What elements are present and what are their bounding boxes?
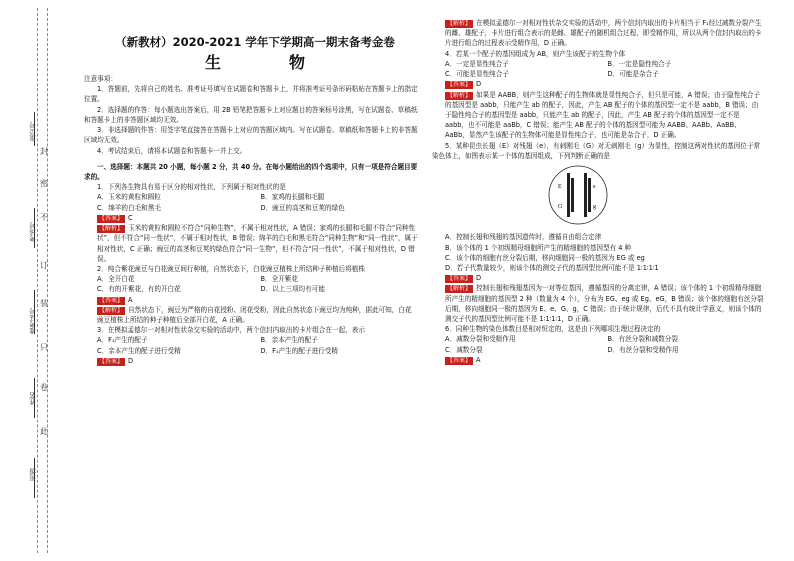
left-column	[84, 74, 418, 366]
binding-char: 卷	[40, 383, 48, 392]
cell-outline	[549, 166, 607, 224]
right-column	[432, 18, 764, 365]
explanation-text: 自然状态下，豌豆为严格的自花授粉、闭花受粉，因此自然状态下豌豆均为纯种，据此可知，白花豌豆植株上所结的种子种植后全部开白花，A 正确。	[97, 305, 412, 325]
binding-char: 封	[40, 147, 48, 156]
option[interactable]: B．一定是隐性纯合子	[607, 59, 672, 68]
answer-value: A	[476, 355, 481, 364]
chromosome-figure	[547, 164, 609, 226]
binding-blank	[34, 458, 35, 498]
question-stem: 5．某种昆虫长翅（E）对残翅（e），有刺刚毛（G）对无刺刚毛（g）为显性，控制这两对性状的基因位于常染色体上，如图表示某一个体的基因组成，下列判断正确的是	[432, 141, 761, 160]
binding-dashed-line	[47, 8, 48, 553]
option[interactable]: B．该个体的 1 个初级精母细胞所产生的精细胞的基因型有 4 种	[445, 243, 632, 252]
chromosome	[584, 173, 587, 217]
binding-char: 订	[40, 261, 48, 270]
option[interactable]: C．减数分裂	[445, 345, 483, 354]
option[interactable]: A．全开白花	[97, 275, 135, 284]
question-stem: 2．纯合紫花豌豆与白花豌豆间行种植，自然状态下，白花豌豆植株上所结种子种植后将植株	[97, 264, 365, 273]
binding-dashed-line	[37, 8, 38, 553]
option[interactable]: B．家鸡的长腿和毛腿	[260, 193, 325, 202]
explanation-text: 玉米的黄粒和圆粒不符合“同种生物”，不属于相对性状，A 错误；家鸡的长腿和毛腿不符合“同种性状”，但不符合“同一性状”，不属于相对性状，B 错误；绵羊的白毛和黑毛符合“同种生物”和“同一性状”，属于相对性状，C 正确；豌豆的高茎和豆荚的绿色符合“同一生物”，但不符合“同一性状”，不属于相对性状，D 错误。	[97, 224, 418, 263]
option[interactable]: A．F₁产生的配子	[97, 336, 148, 345]
binding-char: 不	[40, 213, 48, 222]
question-stem: 6．同种生物的染色体数目是相对恒定的，这是由下列哪项生理过程决定的	[445, 325, 661, 334]
notice-item: 3．非选择题的作答：用签字笔直接答在答题卡上对应的答题区域内。写在试题卷、草稿纸和答题卡上的非答题区域均无效。	[84, 126, 418, 145]
binding-strip	[0, 0, 60, 561]
option[interactable]: B．亲本产生的配子	[260, 336, 318, 345]
notice-heading: 注意事项：	[84, 75, 117, 83]
binding-blank	[34, 290, 35, 334]
gene-label: E	[558, 184, 562, 191]
answer-value: C	[128, 213, 133, 222]
explanation-text: 在模拟孟德尔一对相对性状杂交实验的活动中，两个信封内取出的卡片相当于 F₁经过减数分裂产生的雌、雄配子，卡片进行组合表示的是雌、雄配子的随机组合过程，即受精作用，所以从两个信封内取出的卡片进行组合的过程表示受精作用，D 正确。	[445, 19, 762, 48]
option[interactable]: C．有的开紫花，有的开白花	[97, 285, 181, 294]
option[interactable]: D．有丝分裂和受精作用	[607, 345, 679, 354]
gene-label: G	[558, 204, 563, 211]
answer-tag: 【答案】	[99, 357, 124, 365]
answer-value: D	[476, 274, 482, 283]
option[interactable]: C．可能是显性纯合子	[445, 70, 509, 79]
binding-blank	[34, 208, 35, 248]
option[interactable]: D．以上三项均有可能	[260, 285, 325, 294]
answer-tag: 【答案】	[99, 296, 124, 304]
binding-char: 密	[40, 179, 48, 188]
notice-item: 2．选择题的作答：每小题选出答案后，用 2B 铅笔把答题卡上对应题目的答案标号涂黑，写在试题卷、草稿纸和答题卡上的非答题区域均无效。	[84, 105, 418, 124]
question-options	[84, 192, 418, 212]
option[interactable]: C．该个体的细胞有丝分裂后期，移向细胞同一极的基因为 EG 或 eg	[445, 253, 645, 262]
option[interactable]: B．有丝分裂和减数分裂	[607, 335, 678, 344]
option[interactable]: C．绵羊的白毛和黑毛	[97, 203, 161, 212]
explain-tag: 【解析】	[99, 306, 124, 314]
binding-field-exam-no: 准考证号	[29, 308, 37, 334]
notice-item: 1．答题前，先将自己的姓名、准考证号填写在试题卷和答题卡上，并将准考证号条形码粘贴在答题卡上的指定位置。	[84, 85, 418, 104]
question-options	[84, 335, 418, 355]
explain-tag: 【解析】	[447, 285, 472, 293]
binding-field-name: 姓名	[29, 392, 37, 405]
option[interactable]: C．亲本产生的配子进行受精	[97, 346, 181, 355]
chromosome	[567, 173, 570, 217]
answer-value: D	[128, 356, 134, 365]
binding-blank	[34, 112, 35, 146]
option[interactable]: A．玉米的黄粒和圆粒	[97, 193, 161, 202]
option[interactable]: A．控制长翅和残翅的基因遗传时，遵循自由组合定律	[445, 233, 602, 242]
question-stem: 3．在模拟孟德尔一对相对性状杂交实验的活动中，两个信封内取出的卡片组合在一起，表示	[97, 326, 365, 335]
gene-label: g	[593, 204, 596, 211]
notice-item: 4．考试结束后，请将本试题卷和答题卡一并上交。	[97, 146, 247, 155]
answer-value: D	[476, 80, 482, 89]
option[interactable]: B．全开紫花	[260, 275, 298, 284]
option[interactable]: D．F₁产生的配子进行受精	[260, 346, 338, 355]
question-options	[432, 59, 764, 79]
binding-char: 装	[40, 299, 48, 308]
chromosome	[588, 178, 591, 212]
binding-char: 此	[40, 427, 48, 436]
exam-title: （新教材）2020-2021 学年下学期高一期末备考金卷	[115, 35, 395, 49]
explain-tag: 【解析】	[447, 91, 472, 99]
answer-tag: 【答案】	[99, 214, 124, 222]
question-stem: 4．若某一个配子的基因组成为 AB，则产生该配子的生物个体	[445, 49, 626, 58]
answer-tag: 【答案】	[447, 275, 472, 283]
answer-tag: 【答案】	[447, 356, 472, 364]
question-options	[84, 274, 418, 294]
option[interactable]: D．豌豆的高茎和豆荚的绿色	[260, 203, 345, 212]
binding-char: 只	[40, 343, 48, 352]
gene-label: e	[593, 184, 596, 191]
binding-field-room: 考场号	[29, 222, 37, 242]
question-options	[432, 334, 764, 354]
option[interactable]: A．一定是显性纯合子	[445, 59, 509, 68]
explain-tag: 【解析】	[447, 20, 472, 27]
explanation-text: 如果是 AABB，则产生这种配子的生物体就是显性纯合子，但只是可能，A 错误；由于隐性纯合子的基因型是 aabb，只能产生 ab 的配子，因此，产生 AB 配子的个体的基因型一定不是 aabb，B 错误；由于隐性纯合子的基因型是 aabb，只能产生 ab 的配子，因此，产生 AB 配子的个体的基因型一定不是 aabb，也不可能是 aaBb，C 错误；能产生 AB 配子的个体的基因型可能为 AABB、AABb、AaBB、AaBb，显然产生该配子的生物体可能是显性纯合子，也可能是杂合子，D 正确。	[445, 90, 761, 140]
option[interactable]: A．减数分裂和受精作用	[445, 335, 516, 344]
option[interactable]: D．若子代数量较少，则该个体的测交子代的基因型比例可能不是 1∶1∶1∶1	[445, 263, 659, 272]
binding-field-class: 班级	[29, 468, 37, 481]
explanation-text: 控制长翅和残翅基因为一对等位基因，遵循基因的分离定律，A 错误；该个体的 1 个初级精母细胞所产生的精细胞的基因型 2 种（数量为 4 个），分布为 EG、eg 或 Eg、eG，B 错误；该个体的细胞有丝分裂后期，移向细胞同一极的基因为 E、e、G、g，C 错误；由于统计规律，后代不具有统计学意义，则该个体的测交子代的基因型比例可能不是 1∶1∶1∶1，D 正确。	[445, 284, 764, 324]
section-heading: 一、选择题：本题共 20 小题，每小题 2 分，共 40 分。在每小题给出的四个选项中，只有一项是符合题目要求的。	[84, 162, 418, 181]
explain-tag: 【解析】	[99, 225, 124, 233]
binding-blank	[34, 378, 35, 418]
answer-value: A	[128, 295, 133, 304]
subject-title: 生 物	[204, 53, 331, 72]
chromosome	[571, 178, 574, 212]
question-stem: 1．下列各生物具有易于区分的相对性状，下列属于相对性状的是	[97, 183, 286, 192]
option[interactable]: D．可能是杂合子	[607, 70, 659, 79]
answer-tag: 【答案】	[447, 81, 472, 89]
binding-field-seat: 座位号	[29, 122, 37, 142]
